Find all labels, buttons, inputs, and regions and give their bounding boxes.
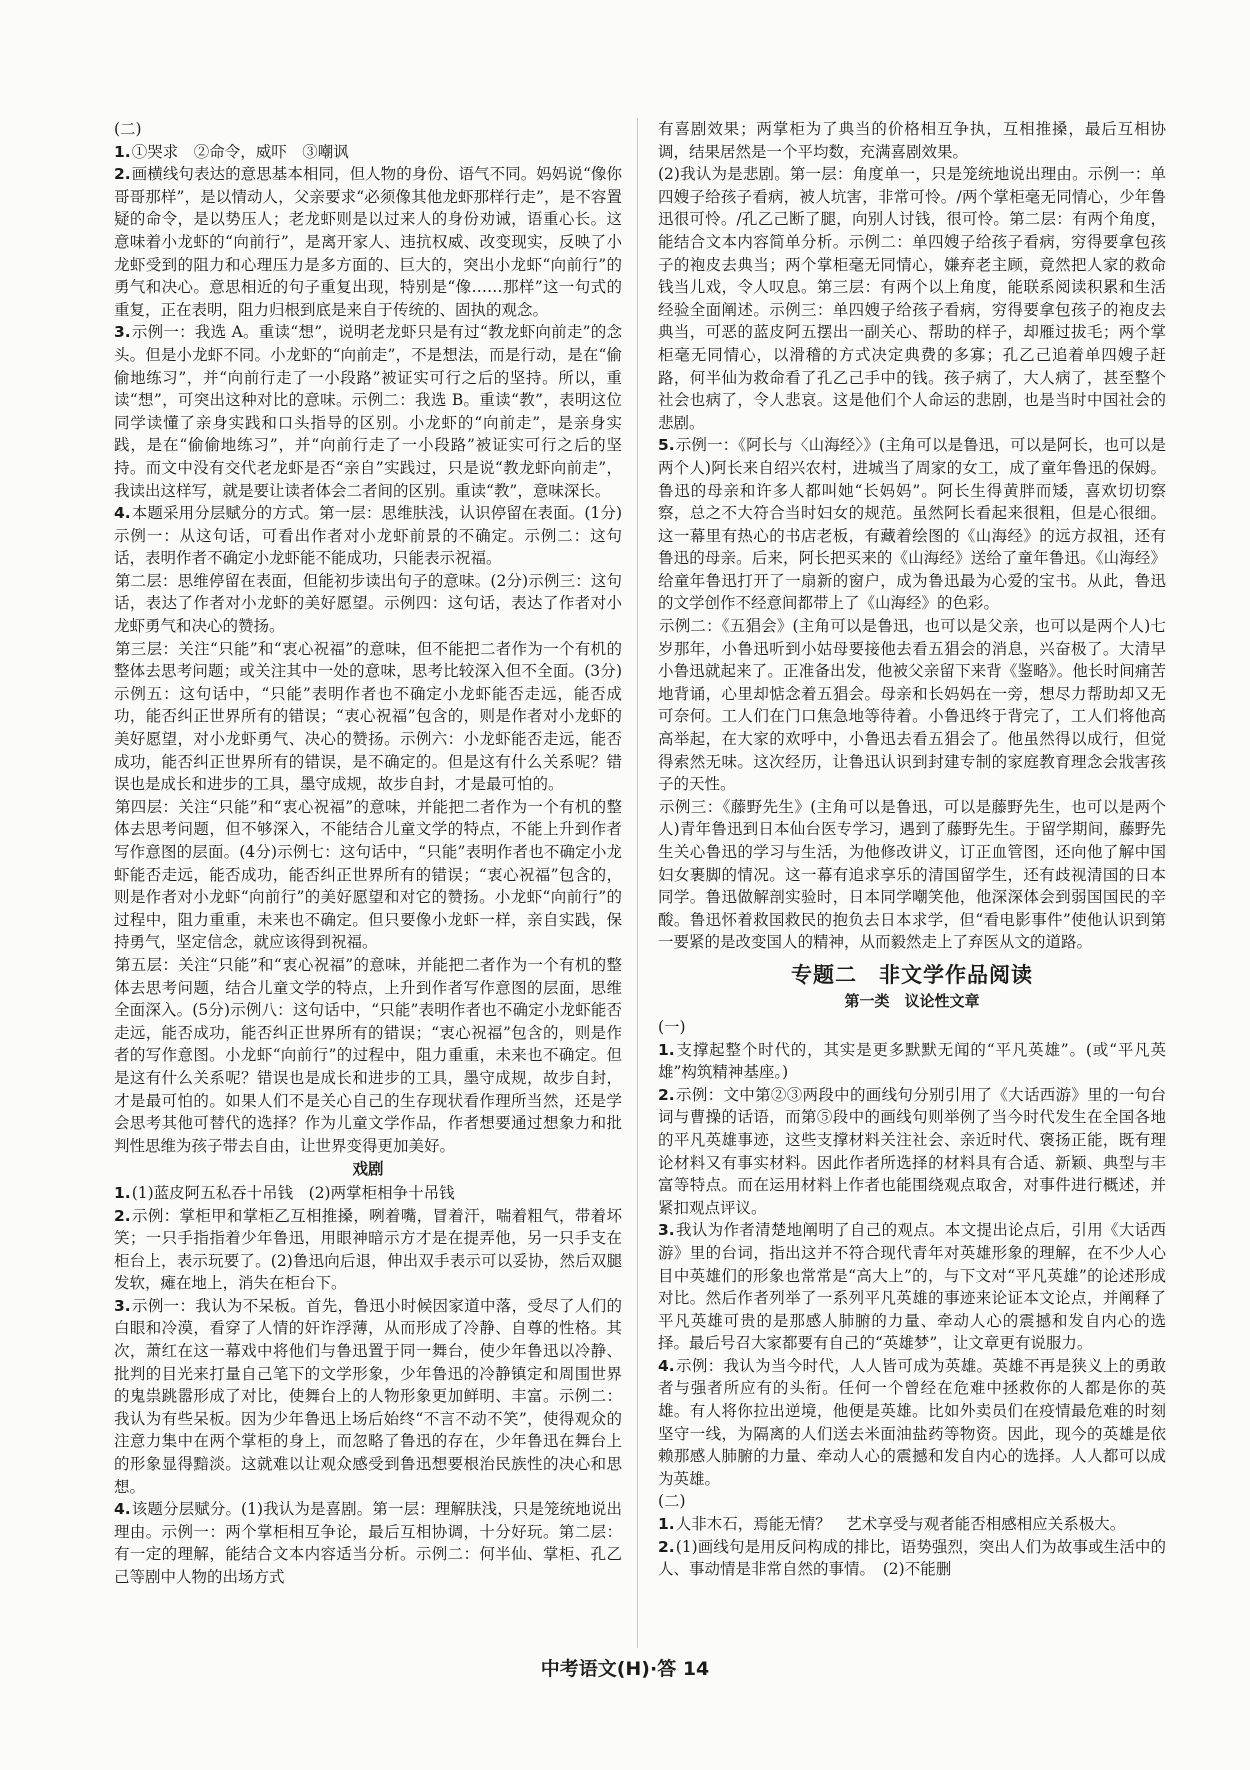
answer-item: 示例二：《五猖会》(主角可以是鲁迅，也可以是父亲，也可以是两个人)七岁那年，小鲁迅听到小姑母要接他去看五猖会的消息，兴奋极了。大清早小鲁迅就起来了。正准备出发，他被父亲留下来背《鉴略》。他长时间痛苦地背诵，心里却惦念着五猖会。母亲和长妈妈在一旁，想尽力帮助却又无可奈何。工人们在门口焦急地等待着。小鲁迅终于背完了，工人们将他高高举起，在大家的欢呼中，小鲁迅去看五猖会了。他虽然得以成行，但觉得索然无味。这次经历，让鲁迅认识到封建专制的家庭教育理念会戕害孩子的天性。 [658,617,1166,794]
answer-item: 5.示例一：《阿长与〈山海经〉》(主角可以是鲁迅，可以是阿长，也可以是两个人)阿长来自绍兴农村，进城当了周家的女工，成了童年鲁迅的保姆。鲁迅的母亲和许多人都叫她“长妈妈”。阿长生得黄胖而矮，喜欢切切察察，总之不大符合当时妇女的规范。虽然阿长看起来很粗，但是心很细。这一幕里有热心的书店老板，有藏着绘图的《山海经》的远方叔祖，还有鲁迅的母亲。后来，阿长把买来的《山海经》送给了童年鲁迅。《山海经》给童年鲁迅打开了一扇新的窗户，成为鲁迅最为心爱的宝书。从此，鲁迅的文学创作不经意间都带上了《山海经》的色彩。 [658,436,1166,613]
section-heading: (二) [114,120,142,138]
answer-list-drama [114,1182,622,1589]
answer-item: 4.该题分层赋分。(1)我认为是喜剧。第一层：理解肤浅，只是笼统地说出理由。示例一：两个掌柜相互争论，最后互相协调，十分好玩。第二层：有一定的理解，能结合文本内容适当分析。示例二：何半仙、掌柜、孔乙己等剧中人物的出场方式 [114,1500,622,1586]
answer-item: 2.示例：掌柜甲和掌柜乙互相推搡，咧着嘴，冒着汗，喘着粗气，带着坏笑；一只手指指着少年鲁迅，用眼神暗示方才是在提弄他，另一只手支在柜台上，表示玩要了。(2)鲁迅向后退，伸出双手表示可以妥协，然后双腿发软，瘫在地上，消失在柜台下。 [114,1206,622,1293]
column-divider [637,118,638,1648]
section-heading: (二) [658,1492,686,1511]
answer-item: 4.本题采用分层赋分的方式。第一层：思维肤浅，认识停留在表面。(1分)示例一：从这句话，可看出作者对小龙虾前景的不确定。示例二：这句话，表明作者不确定小龙虾能不能成功，只能表示祝福。 [114,504,622,568]
answer-item: 2.示例：文中第②③两段中的画线句分别引用了《大话西游》里的一句台词与曹操的话语，而第⑤段中的画线句则举例了当今时代发生在全国各地的平凡英雄事迹，这些支撑材料关注社会、亲近时代、褒扬正能，既有理论材料又有事实材料。因此作者所选择的材料具有合适、新颖、典型与丰富等特点。而在运用材料上作者也能围绕观点取舍，对事件进行概述，并紧扣观点评议。 [658,1085,1166,1217]
answer-item: 2.(1)画线句是用反问构成的排比，语势强烈，突出人们为故事或生活中的人、事动情是非常自然的事情。 (2)不能删 [658,1537,1166,1579]
left-column [114,118,622,1648]
answer-item: 1.(1)蓝皮阿五私吞十吊钱 (2)两掌柜相争十吊钱 [114,1183,455,1202]
answer-item: 2.画横线句表达的意思基本相同，但人物的身份、语气不同。妈妈说“像你哥哥那样”，是以情动人，父亲要求“必须像其他龙虾那样行走”，是不容置疑的命令，是以势压人；老龙虾则是以过来人的身份劝诫，语重心长。这意味着小龙虾的“向前行”，是离开家人、违抗权威、改变现实，反映了小龙虾受到的阻力和心理压力是多方面的、巨大的，突出小龙虾“向前行”的勇气和决心。意思相近的句子重复出现，特别是“像……那样”这一句式的重复，正在表明，阻力归根到底是来自于传统的、固执的观念。 [114,165,622,319]
section-heading: (一) [658,1017,686,1036]
answer-item: 示例三：《藤野先生》(主角可以是鲁迅，可以是藤野先生，也可以是两个人)青年鲁迅到日本仙台医专学习，遇到了藤野先生。于留学期间，藤野先生关心鲁迅的学习与生活，为他修改讲义，订正血管图，还向他了解中国妇女裹脚的情况。这一幕有追求享乐的清国留学生，还有歧视清国的日本同学。鲁迅做解剖实验时，日本同学嘲笑他，他深深体会到弱国国民的辛酸。鲁迅怀着救国救民的抱负去日本求学，但“看电影事件”使他认识到第一要紧的是改变国人的精神，从而毅然走上了弃医从文的道路。 [658,797,1166,952]
answer-item: 第五层：关注“只能”和“衷心祝福”的意味，并能把二者作为一个有机的整体去思考问题，结合儿童文学的特点，上升到作者写作意图的层面，思维全面深入。(5分)示例八：这句话中，“只能”表明作者也不确定小龙虾能否走远，能否成功，能否纠正世界所有的错误；“衷心祝福”包含的，则是作者的写作意图。小龙虾“向前行”的过程中，阻力重重，未来也不确定。但是这有什么关系呢？错误也是成长和进步的工具，墨守成规，故步自封，才是最可怕的。如果人们不是关心自己的生存现状看作理所当然，还是学会思考其他可替代的选择？作为儿童文学作品，作者想要通过想象力和批判性思维为孩子带去自由，让世界变得更加美好。 [114,955,622,1155]
answer-item: 3.示例一：我选 A。重读“想”，说明老龙虾只是有过“教龙虾向前走”的念头。但是小龙虾不同。小龙虾的“向前走”，不是想法，而是行动，是在“偷偷地练习”，并“向前行走了一小段路”被证实可行之后的坚持。所以，重读“想”，可突出这种对比的意味。示例二：我选 B。重读“教”，表明这位同学读懂了亲身实践和口头指导的区别。小龙虾的“向前走”，是亲身实践，是在“偷偷地练习”，并“向前行走了一小段路”被证实可行之后的坚持。而文中没有交代老龙虾是否“亲自”实践过，只是说“教龙虾向前走”，我读出这样写，就是要让读者体会二者间的区别。重读“教”，意味深长。 [114,323,622,500]
answer-item: 第三层：关注“只能”和“衷心祝福”的意味，但不能把二者作为一个有机的整体去思考问题；或关注其中一处的意味，思考比较深入但不全面。(3分)示例五：这句话中，“只能”表明作者也不确定小龙虾能否走远，能否成功，能否纠正世界所有的错误；“衷心祝福”包含的，则是作者对小龙虾的美好愿望，对小龙虾勇气、决心的赞扬。示例六：小龙虾能否走远，能否成功，能否纠正世界所有的错误，是不确定的。但是这有什么关系呢？错误也是成长和进步的工具，墨守成规，故步自封，才是最可怕的。 [114,639,622,794]
continued-text: (2)我认为是悲剧。第一层：角度单一，只是笼统地说出理由。示例一：单四嫂子给孩子看病，被人坑害，非常可怜。/两个掌柜毫无同情心，少年鲁迅很可怜。/孔乙己断了腿，向别人讨钱，很可怜。第二层：有两个角度，能结合文本内容简单分析。示例二：单四嫂子给孩子看病，穷得要拿包孩子的袍皮去典当；两个掌柜毫无同情心，嫌弃老主顾，竟然把人家的救命钱当儿戏，令人叹息。第三层：有两个以上角度，能联系阅读积累和生活经验全面阐述。示例三：单四嫂子给孩子看病，穷得要拿包孩子的袍皮去典当，可恶的蓝皮阿五摆出一副关心、帮助的样子，却雁过拔毛；两个掌柜毫无同情心，以滑稽的方式决定典费的多寡；孔乙己追着单四嫂子赶路，何半仙为救命看了孔乙己手中的钱。孩子病了，大人病了，甚至整个社会也病了，令人悲哀。这是他们个人命运的悲剧，也是当时中国社会的悲剧。 [658,165,1166,432]
answer-list-1 [114,141,622,1158]
topic-subtitle: 第一类 议论性文章 [844,991,980,1010]
right-column [658,118,1166,1648]
answer-item: 第二层：思维停留在表面，但能初步读出句子的意味。(2分)示例三：这句话，表达了作者对小龙虾的美好愿望。示例四：这句话，表达了作者对小龙虾勇气和决心的赞扬。 [114,571,622,636]
page-footer: 中考语文(H)·答 14 [540,1658,710,1680]
answer-item: 4.示例：我认为当今时代，人人皆可成为英雄。英雄不再是狭义上的勇敢者与强者所应有的头衔。任何一个曾经在危难中拯救你的人都是你的英雄。有人将你拉出逆境，他便是英雄。比如外卖员们在疫情最危难的时刻坚守一线，为隔离的人们送去米面油盐药等物资。因此，现今的英雄是依赖那感人肺腑的力量、牵动人心的震撼和发自内心的选择。人人都可以成为英雄。 [658,1356,1166,1488]
continued-text: 有喜剧效果；两掌柜为了典当的价格相互争执，互相推搡，最后互相协调，结果居然是一个平均数，充满喜剧效果。 [658,120,1166,161]
answer-item: 1.①哭求 ②命令，威吓 ③嘲讽 [114,142,349,161]
topic-title: 专题二 非文学作品阅读 [791,962,1033,987]
answer-item: 1.人非木石，焉能无情？ 艺术享受与观者能否相感相应关系极大。 [658,1515,1126,1534]
drama-heading: 戏剧 [352,1160,384,1179]
answer-item: 1.支撑起整个时代的，其实是更多默默无闻的“平凡英雄”。(或“平凡英雄”构筑精神基座。) [658,1040,1166,1082]
answer-item: 3.我认为作者清楚地阐明了自己的观点。本文提出论点后，引用《大话西游》里的台词，指出这并不符合现代青年对英雄形象的理解，在不少人心目中英雄们的形象也常常是“高大上”的，与下文对“平凡英雄”的论述形成对比。然后作者列举了一系列平凡英雄的事迹来论证本文论点，并阐释了平凡英雄可贵的是那感人肺腑的力量、牵动人心的震撼和发自内心的选择。最后号召大家都要有自己的“英雄梦”，让文章更有说服力。 [658,1221,1166,1353]
answer-item: 3.示例一：我认为不呆板。首先，鲁迅小时候因家道中落，受尽了人们的白眼和冷漠，看穿了人情的奸诈浮薄，从而形成了冷静、自尊的性格。其次，萧红在这一幕戏中将他们与鲁迅置于同一舞台，使少年鲁迅以冷静、批判的目光来打量自己笔下的文学形象，少年鲁迅的冷静镇定和周围世界的鬼祟跳嚣形成了对比，使舞台上的人物形象更加鲜明、丰富。示例二：我认为有些呆板。因为少年鲁迅上场后始终“不言不动不笑”，使得观众的注意力集中在两个掌柜的身上，而忽略了鲁迅的存在，少年鲁迅在舞台上的形象显得黯淡。这就难以让观众感受到鲁迅想要根治民族性的决心和思想。 [114,1296,622,1496]
answer-item: 第四层：关注“只能”和“衷心祝福”的意味，并能把二者作为一个有机的整体去思考问题，但不够深入，不能结合儿童文学的特点，不能上升到作者写作意图的层面。(4分)示例七：这句话中，“只能”表明作者也不确定小龙虾能否走远，能否成功，能否纠正世界所有的错误；“衷心祝福”包含的，则是作者对小龙虾“向前行”的美好愿望和对它的赞扬。小龙虾“向前行”的过程中，阻力重重，未来也不确定。但只要像小龙虾一样，亲自实践，保持勇气，坚定信念，就应该得到祝福。 [114,797,622,952]
